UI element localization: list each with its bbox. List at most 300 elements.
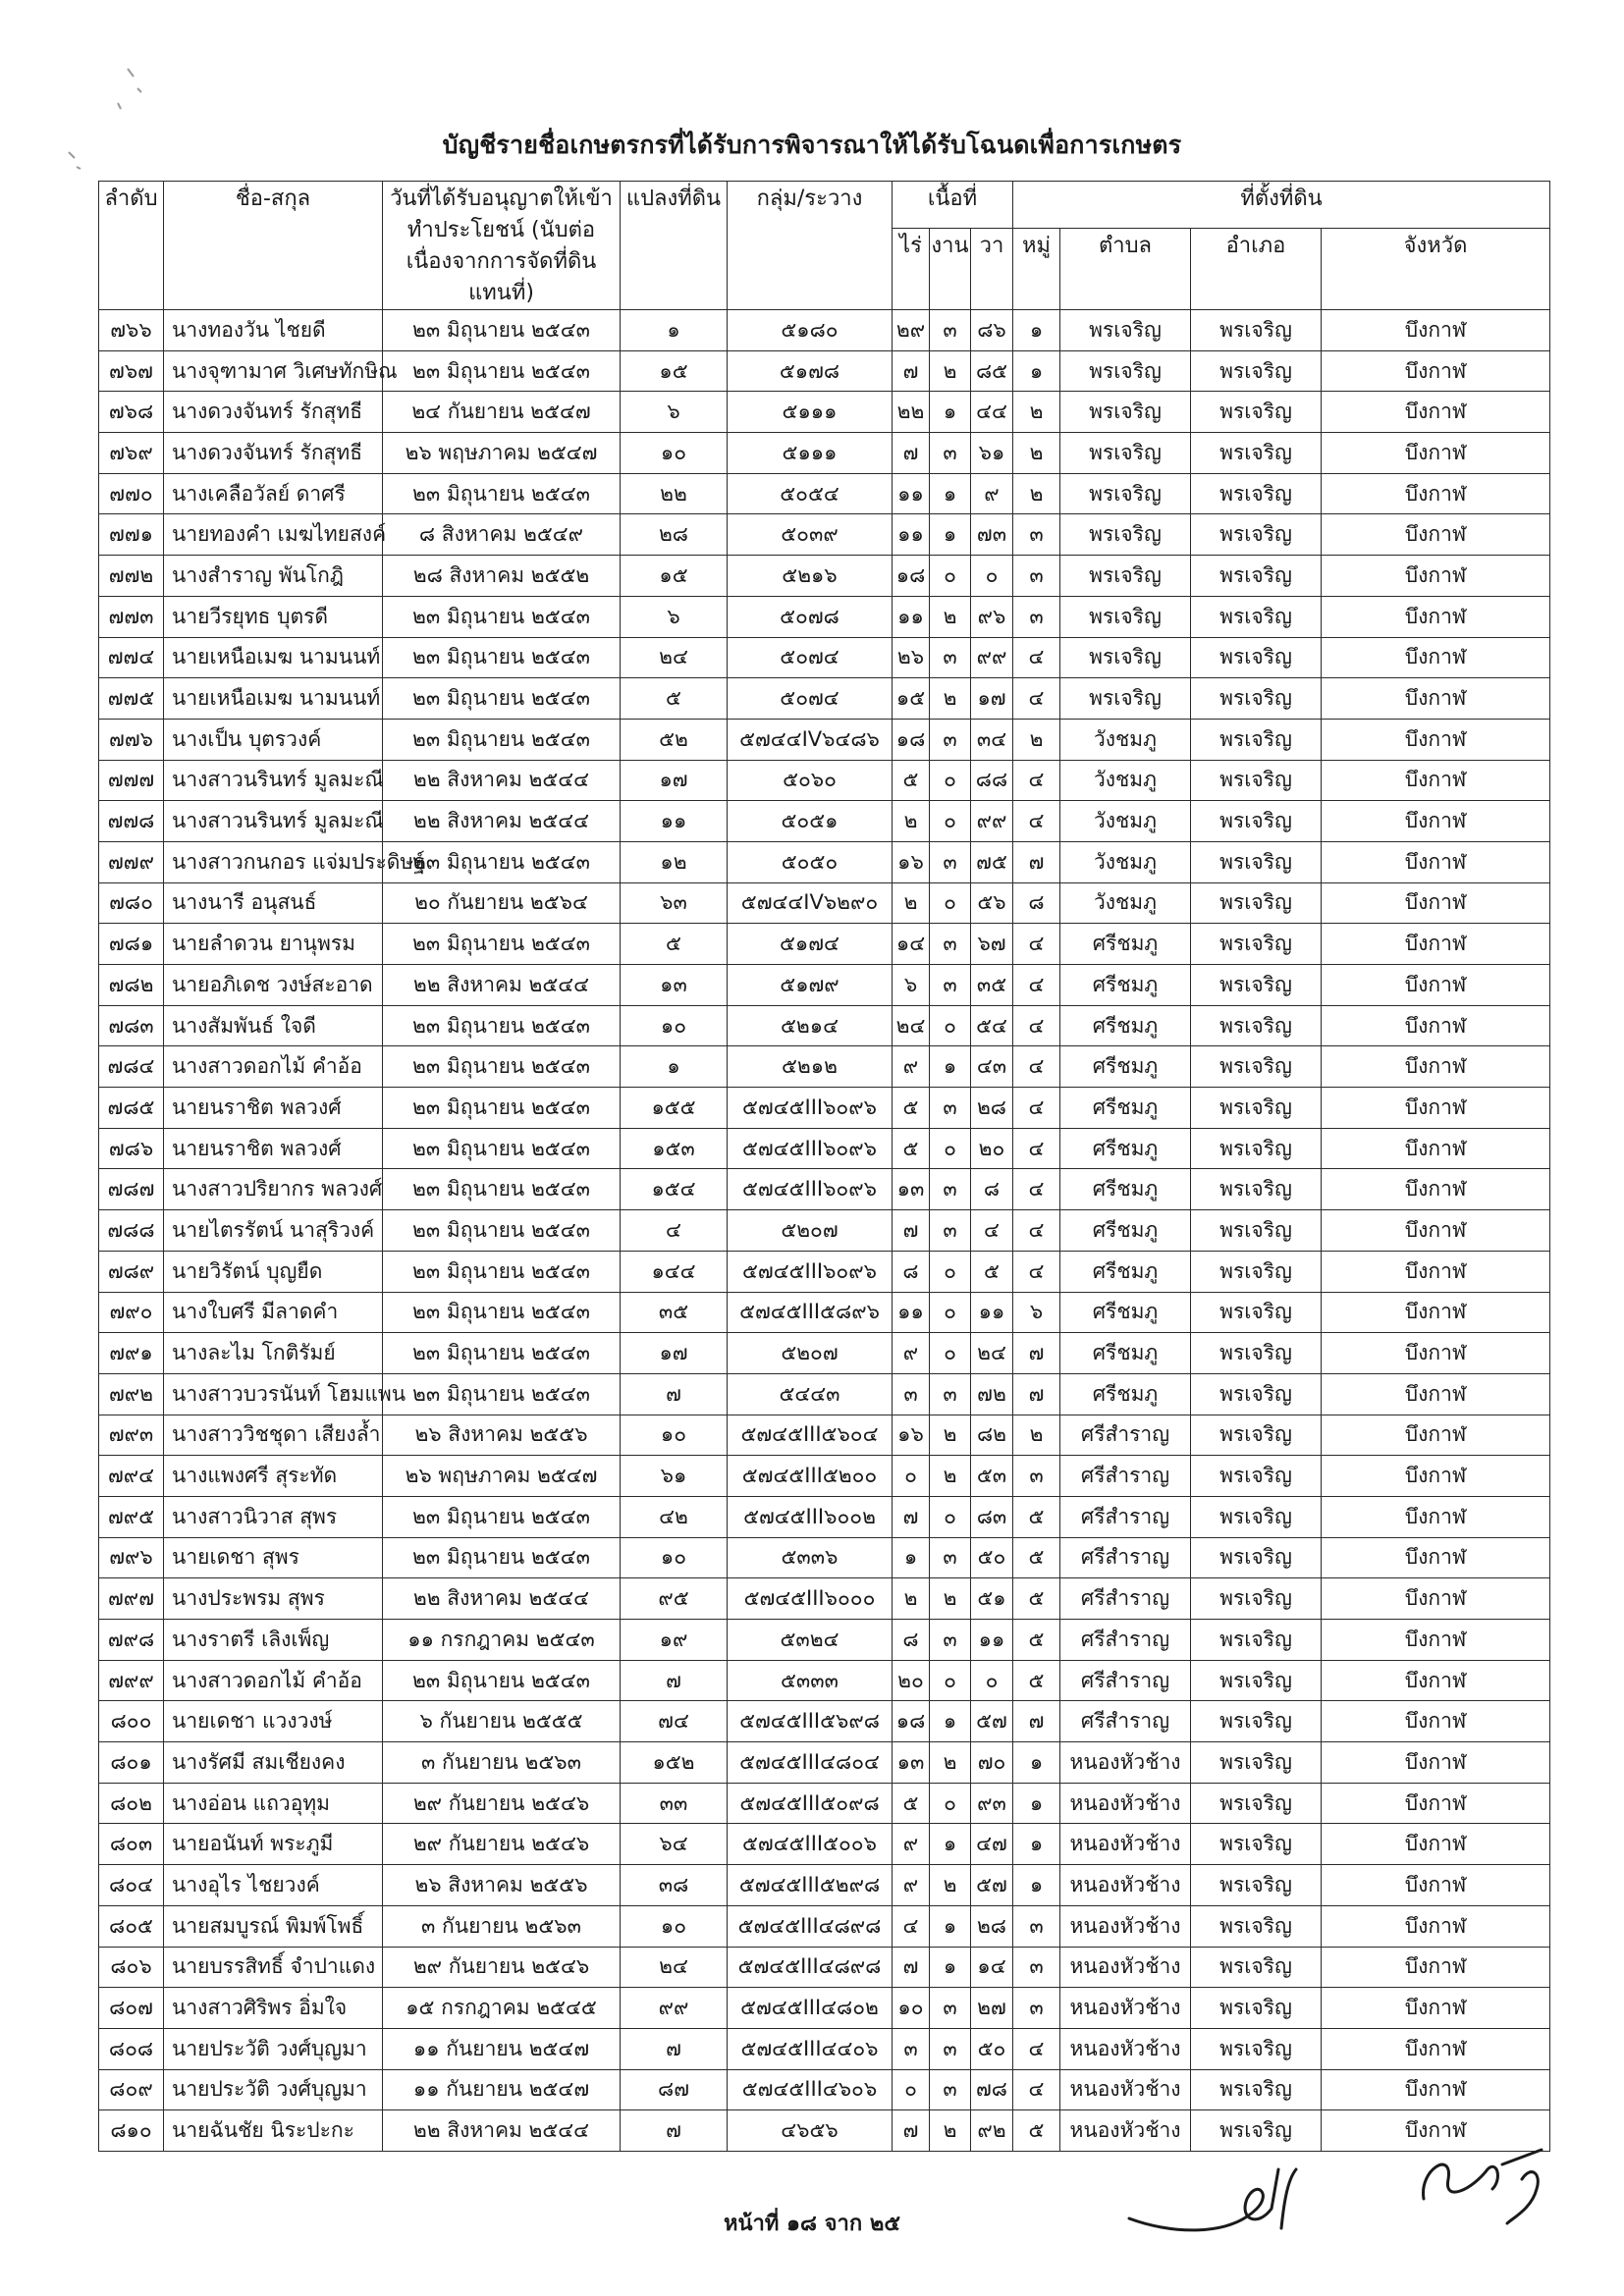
province-cell: บึงกาฬ [1322, 310, 1550, 351]
plot-cell: ๑๐ [621, 1005, 728, 1046]
plot-cell: ๑๐ [621, 1537, 728, 1578]
date-cell: ๒๔ กันยายน ๒๕๔๗ [383, 392, 621, 433]
group-cell: ๕๒๐๗ [728, 1210, 893, 1252]
province-cell: บึงกาฬ [1322, 1905, 1550, 1947]
tambon-cell: ศรีชมภู [1060, 1088, 1191, 1129]
plot-cell: ๗ [621, 1373, 728, 1415]
province-cell: บึงกาฬ [1322, 1620, 1550, 1661]
province-cell: บึงกาฬ [1322, 1088, 1550, 1129]
amphoe-cell: พรเจริญ [1191, 1496, 1322, 1537]
seq-cell: ๗๙๙ [99, 1660, 164, 1701]
header-area: เนื้อที่ [893, 182, 1013, 229]
header-area-ngan: งาน [930, 229, 971, 310]
group-cell: ๕๑๑๑ [728, 433, 893, 474]
province-cell: บึงกาฬ [1322, 1660, 1550, 1701]
ngan-cell: ๐ [930, 882, 971, 924]
wa-cell: ๕๑ [971, 1578, 1013, 1620]
wa-cell: ๙๒ [971, 2110, 1013, 2152]
seq-cell: ๗๗๖ [99, 719, 164, 760]
table-row [99, 882, 1550, 924]
tambon-cell: วังชมภู [1060, 801, 1191, 842]
amphoe-cell: พรเจริญ [1191, 760, 1322, 801]
table-row [99, 514, 1550, 556]
moo-cell: ๓ [1013, 514, 1060, 556]
wa-cell: ๘๕ [971, 350, 1013, 392]
plot-cell: ๑๕๓ [621, 1128, 728, 1169]
ngan-cell: ๓ [930, 1169, 971, 1210]
name-cell: นางอุไร ไชยวงค์ [164, 1865, 383, 1906]
table-row [99, 1660, 1550, 1701]
scan-mark [49, 59, 157, 177]
date-cell: ๒๓ มิถุนายน ๒๕๔๓ [383, 1292, 621, 1333]
date-cell: ๒๓ มิถุนายน ๒๕๔๓ [383, 1046, 621, 1088]
seq-cell: ๗๙๘ [99, 1620, 164, 1661]
moo-cell: ๒ [1013, 719, 1060, 760]
date-cell: ๒๒ สิงหาคม ๒๕๔๔ [383, 2110, 621, 2152]
wa-cell: ๒๗ [971, 1988, 1013, 2029]
province-cell: บึงกาฬ [1322, 1783, 1550, 1824]
name-cell: นางสาวกนกอร แจ่มประดิษฐ์ [164, 841, 383, 882]
table-row [99, 1824, 1550, 1865]
date-cell: ๒๖ สิงหาคม ๒๕๕๖ [383, 1865, 621, 1906]
seq-cell: ๘๐๐ [99, 1701, 164, 1742]
date-cell: ๖ กันยายน ๒๕๕๕ [383, 1701, 621, 1742]
rai-cell: ๙ [893, 1824, 930, 1865]
wa-cell: ๕ [971, 1251, 1013, 1292]
table-row [99, 473, 1550, 514]
moo-cell: ๑ [1013, 1824, 1060, 1865]
group-cell: ๕๗๔๔IV๖๔๘๖ [728, 719, 893, 760]
seq-cell: ๘๐๔ [99, 1865, 164, 1906]
amphoe-cell: พรเจริญ [1191, 473, 1322, 514]
ngan-cell: ๓ [930, 965, 971, 1006]
header-plot: แปลงที่ดิน [621, 182, 728, 310]
page-number: หน้าที่ ๑๘ จาก ๒๕ [723, 2212, 901, 2236]
amphoe-cell: พรเจริญ [1191, 2110, 1322, 2152]
group-cell: ๕๗๔๕III๕๘๙๖ [728, 1292, 893, 1333]
group-cell: ๕๑๑๑ [728, 392, 893, 433]
moo-cell: ๕ [1013, 1537, 1060, 1578]
province-cell: บึงกาฬ [1322, 1333, 1550, 1374]
plot-cell: ๘๗ [621, 2069, 728, 2110]
plot-cell: ๑๕๕ [621, 1088, 728, 1129]
name-cell: นางรัศมี สมเชียงคง [164, 1742, 383, 1784]
province-cell: บึงกาฬ [1322, 1005, 1550, 1046]
rai-cell: ๙ [893, 1046, 930, 1088]
province-cell: บึงกาฬ [1322, 2110, 1550, 2152]
province-cell: บึงกาฬ [1322, 678, 1550, 720]
name-cell: นางดวงจันทร์ รักสุทธี [164, 392, 383, 433]
table-row [99, 1046, 1550, 1088]
name-cell: นายเหนือเมฆ นามนนท์ [164, 678, 383, 720]
table-row [99, 1415, 1550, 1456]
province-cell: บึงกาฬ [1322, 637, 1550, 678]
seq-cell: ๗๗๙ [99, 841, 164, 882]
amphoe-cell: พรเจริญ [1191, 1005, 1322, 1046]
group-cell: ๕๗๔๕III๕๖๐๔ [728, 1415, 893, 1456]
date-cell: ๒๓ มิถุนายน ๒๕๔๓ [383, 1169, 621, 1210]
table-row [99, 1088, 1550, 1129]
plot-cell: ๓๘ [621, 1865, 728, 1906]
rai-cell: ๒๙ [893, 310, 930, 351]
seq-cell: ๗๗๒ [99, 556, 164, 597]
tambon-cell: ศรีชมภู [1060, 1169, 1191, 1210]
rai-cell: ๒๒ [893, 392, 930, 433]
province-cell: บึงกาฬ [1322, 801, 1550, 842]
name-cell: นางสาวนรินทร์ มูลมะณี [164, 801, 383, 842]
plot-cell: ๕ [621, 924, 728, 965]
province-cell: บึงกาฬ [1322, 1701, 1550, 1742]
rai-cell: ๗ [893, 1947, 930, 1988]
date-cell: ๒๒ สิงหาคม ๒๕๔๔ [383, 1578, 621, 1620]
tambon-cell: วังชมภู [1060, 841, 1191, 882]
province-cell: บึงกาฬ [1322, 1373, 1550, 1415]
moo-cell: ๔ [1013, 1210, 1060, 1252]
rai-cell: ๒๖ [893, 637, 930, 678]
moo-cell: ๗ [1013, 1373, 1060, 1415]
table-row [99, 1578, 1550, 1620]
page-title: บัญชีรายชื่อเกษตรกรที่ได้รับการพิจารณาให้ได้รับโฉนดเพื่อการเกษตร [442, 131, 1182, 159]
ngan-cell: ๓ [930, 1373, 971, 1415]
ngan-cell: ๒ [930, 350, 971, 392]
group-cell: ๕๒๑๒ [728, 1046, 893, 1088]
group-cell: ๕๐๗๔ [728, 678, 893, 720]
table-row [99, 1005, 1550, 1046]
name-cell: นางจุฑามาศ วิเศษทักษิณ [164, 350, 383, 392]
moo-cell: ๓ [1013, 1988, 1060, 2029]
seq-cell: ๗๘๙ [99, 1251, 164, 1292]
ngan-cell: ๒ [930, 678, 971, 720]
ngan-cell: ๒ [930, 1742, 971, 1784]
header-amphoe: อำเภอ [1191, 229, 1322, 310]
ngan-cell: ๓ [930, 1088, 971, 1129]
date-cell: ๒๓ มิถุนายน ๒๕๔๓ [383, 1088, 621, 1129]
province-cell: บึงกาฬ [1322, 760, 1550, 801]
plot-cell: ๑๐ [621, 433, 728, 474]
date-cell: ๑๑ กรกฎาคม ๒๕๔๓ [383, 1620, 621, 1661]
header-group: กลุ่ม/ระวาง [728, 182, 893, 310]
date-cell: ๑๑ กันยายน ๒๕๔๗ [383, 2069, 621, 2110]
table-row [99, 1251, 1550, 1292]
group-cell: ๕๓๓๖ [728, 1537, 893, 1578]
ngan-cell: ๐ [930, 801, 971, 842]
seq-cell: ๗๙๑ [99, 1333, 164, 1374]
header-seq: ลำดับ [99, 182, 164, 310]
rai-cell: ๑๔ [893, 924, 930, 965]
ngan-cell: ๓ [930, 2069, 971, 2110]
seq-cell: ๗๘๑ [99, 924, 164, 965]
date-cell: ๒๓ มิถุนายน ๒๕๔๓ [383, 719, 621, 760]
group-cell: ๕๗๔๕III๕๒๐๐ [728, 1456, 893, 1497]
name-cell: นายบรรสิทธิ์ จำปาแดง [164, 1947, 383, 1988]
province-cell: บึงกาฬ [1322, 924, 1550, 965]
amphoe-cell: พรเจริญ [1191, 1169, 1322, 1210]
seq-cell: ๗๗๑ [99, 514, 164, 556]
tambon-cell: ศรีชมภู [1060, 1333, 1191, 1374]
plot-cell: ๑๕ [621, 556, 728, 597]
wa-cell: ๕๗ [971, 1701, 1013, 1742]
date-cell: ๑๕ กรกฎาคม ๒๕๔๕ [383, 1988, 621, 2029]
seq-cell: ๗๗๓ [99, 596, 164, 637]
plot-cell: ๕ [621, 678, 728, 720]
moo-cell: ๕ [1013, 1578, 1060, 1620]
date-cell: ๒๓ มิถุนายน ๒๕๔๓ [383, 1660, 621, 1701]
moo-cell: ๒ [1013, 433, 1060, 474]
name-cell: นางราตรี เลิงเพ็ญ [164, 1620, 383, 1661]
group-cell: ๕๗๔๕III๔๘๙๘ [728, 1947, 893, 1988]
ngan-cell: ๐ [930, 760, 971, 801]
rai-cell: ๕ [893, 1128, 930, 1169]
wa-cell: ๔๗ [971, 1824, 1013, 1865]
plot-cell: ๖ [621, 596, 728, 637]
wa-cell: ๕๗ [971, 1865, 1013, 1906]
tambon-cell: ศรีสำราญ [1060, 1620, 1191, 1661]
moo-cell: ๔ [1013, 760, 1060, 801]
wa-cell: ๕๔ [971, 1005, 1013, 1046]
wa-cell: ๒๘ [971, 1905, 1013, 1947]
table-row [99, 310, 1550, 351]
group-cell: ๕๑๘๐ [728, 310, 893, 351]
moo-cell: ๔ [1013, 801, 1060, 842]
moo-cell: ๕ [1013, 1496, 1060, 1537]
name-cell: นางสาวนิวาส สุพร [164, 1496, 383, 1537]
tambon-cell: ศรีชมภู [1060, 1292, 1191, 1333]
seq-cell: ๗๙๒ [99, 1373, 164, 1415]
ngan-cell: ๑ [930, 1947, 971, 1988]
seq-cell: ๘๐๒ [99, 1783, 164, 1824]
moo-cell: ๔ [1013, 924, 1060, 965]
date-cell: ๒๓ มิถุนายน ๒๕๔๓ [383, 1128, 621, 1169]
date-cell: ๓ กันยายน ๒๕๖๓ [383, 1905, 621, 1947]
tambon-cell: วังชมภู [1060, 882, 1191, 924]
rai-cell: ๒ [893, 1578, 930, 1620]
group-cell: ๕๗๔๕III๔๘๙๘ [728, 1905, 893, 1947]
table-row [99, 801, 1550, 842]
plot-cell: ๑๗ [621, 760, 728, 801]
moo-cell: ๕ [1013, 1620, 1060, 1661]
rai-cell: ๑๘ [893, 719, 930, 760]
group-cell: ๕๗๔๕III๕๒๙๘ [728, 1865, 893, 1906]
tambon-cell: พรเจริญ [1060, 514, 1191, 556]
moo-cell: ๒ [1013, 1415, 1060, 1456]
wa-cell: ๑๗ [971, 678, 1013, 720]
name-cell: นายอภิเดช วงษ์สะอาด [164, 965, 383, 1006]
plot-cell: ๑๓ [621, 965, 728, 1006]
plot-cell: ๑๕๒ [621, 1742, 728, 1784]
seq-cell: ๗๙๐ [99, 1292, 164, 1333]
rai-cell: ๑๘ [893, 556, 930, 597]
group-cell: ๕๗๔๕III๔๖๐๖ [728, 2069, 893, 2110]
rai-cell: ๗ [893, 1496, 930, 1537]
wa-cell: ๘๒ [971, 1415, 1013, 1456]
province-cell: บึงกาฬ [1322, 1210, 1550, 1252]
ngan-cell: ๐ [930, 1005, 971, 1046]
name-cell: นางนารี อนุสนธ์ [164, 882, 383, 924]
rai-cell: ๘ [893, 1620, 930, 1661]
plot-cell: ๖๑ [621, 1456, 728, 1497]
rai-cell: ๖ [893, 965, 930, 1006]
amphoe-cell: พรเจริญ [1191, 882, 1322, 924]
wa-cell: ๖๑ [971, 433, 1013, 474]
tambon-cell: ศรีชมภู [1060, 1373, 1191, 1415]
group-cell: ๕๑๗๘ [728, 350, 893, 392]
amphoe-cell: พรเจริญ [1191, 1988, 1322, 2029]
ngan-cell: ๐ [930, 1251, 971, 1292]
name-cell: นายประวัติ วงศ์บุญมา [164, 2069, 383, 2110]
tambon-cell: ศรีชมภู [1060, 1128, 1191, 1169]
name-cell: นายวีรยุทธ บุตรดี [164, 596, 383, 637]
rai-cell: ๑๑ [893, 473, 930, 514]
rai-cell: ๑๐ [893, 1988, 930, 2029]
header-name: ชื่อ-สกุล [164, 182, 383, 310]
ngan-cell: ๓ [930, 433, 971, 474]
plot-cell: ๑๕ [621, 350, 728, 392]
tambon-cell: หนองหัวช้าง [1060, 1905, 1191, 1947]
moo-cell: ๔ [1013, 1169, 1060, 1210]
table-row [99, 556, 1550, 597]
ngan-cell: ๓ [930, 637, 971, 678]
rai-cell: ๔ [893, 1905, 930, 1947]
name-cell: นางสาวนรินทร์ มูลมะณี [164, 760, 383, 801]
date-cell: ๒๓ มิถุนายน ๒๕๔๓ [383, 350, 621, 392]
header-tambon: ตำบล [1060, 229, 1191, 310]
rai-cell: ๐ [893, 2069, 930, 2110]
moo-cell: ๒ [1013, 392, 1060, 433]
name-cell: นางสาววิชชุดา เสียงล้ำ [164, 1415, 383, 1456]
province-cell: บึงกาฬ [1322, 841, 1550, 882]
moo-cell: ๔ [1013, 1128, 1060, 1169]
ngan-cell: ๓ [930, 1620, 971, 1661]
table-row [99, 1169, 1550, 1210]
tambon-cell: หนองหัวช้าง [1060, 1824, 1191, 1865]
group-cell: ๕๐๖๐ [728, 760, 893, 801]
rai-cell: ๑๓ [893, 1169, 930, 1210]
name-cell: นายเดชา สุพร [164, 1537, 383, 1578]
name-cell: นางสำราญ พันโกฎิ [164, 556, 383, 597]
date-cell: ๒๒ สิงหาคม ๒๕๔๔ [383, 801, 621, 842]
rai-cell: ๗ [893, 2110, 930, 2152]
group-cell: ๕๗๔๕III๖๐๐๒ [728, 1496, 893, 1537]
tambon-cell: พรเจริญ [1060, 637, 1191, 678]
wa-cell: ๙๙ [971, 637, 1013, 678]
plot-cell: ๑๒ [621, 841, 728, 882]
rai-cell: ๓ [893, 1373, 930, 1415]
province-cell: บึงกาฬ [1322, 596, 1550, 637]
province-cell: บึงกาฬ [1322, 965, 1550, 1006]
plot-cell: ๑๔๔ [621, 1251, 728, 1292]
seq-cell: ๗๗๔ [99, 637, 164, 678]
seq-cell: ๗๖๘ [99, 392, 164, 433]
table-row [99, 841, 1550, 882]
seq-cell: ๘๐๘ [99, 2028, 164, 2069]
date-cell: ๒๓ มิถุนายน ๒๕๔๓ [383, 1373, 621, 1415]
amphoe-cell: พรเจริญ [1191, 1333, 1322, 1374]
wa-cell: ๕๐ [971, 1537, 1013, 1578]
rai-cell: ๗ [893, 350, 930, 392]
ngan-cell: ๐ [930, 1783, 971, 1824]
plot-cell: ๒๒ [621, 473, 728, 514]
rai-cell: ๑๑ [893, 514, 930, 556]
tambon-cell: ศรีชมภู [1060, 1210, 1191, 1252]
seq-cell: ๘๑๐ [99, 2110, 164, 2152]
table-row [99, 678, 1550, 720]
province-cell: บึงกาฬ [1322, 1456, 1550, 1497]
rai-cell: ๑๑ [893, 596, 930, 637]
tambon-cell: หนองหัวช้าง [1060, 1988, 1191, 2029]
wa-cell: ๒๐ [971, 1128, 1013, 1169]
province-cell: บึงกาฬ [1322, 1988, 1550, 2029]
name-cell: นายประวัติ วงศ์บุญมา [164, 2028, 383, 2069]
wa-cell: ๗๓ [971, 514, 1013, 556]
moo-cell: ๖ [1013, 1292, 1060, 1333]
province-cell: บึงกาฬ [1322, 1169, 1550, 1210]
wa-cell: ๙๙ [971, 801, 1013, 842]
table-row [99, 1905, 1550, 1947]
date-cell: ๒๓ มิถุนายน ๒๕๔๓ [383, 473, 621, 514]
province-cell: บึงกาฬ [1322, 514, 1550, 556]
wa-cell: ๗๘ [971, 2069, 1013, 2110]
moo-cell: ๑ [1013, 1865, 1060, 1906]
table-row [99, 2028, 1550, 2069]
ngan-cell: ๑ [930, 514, 971, 556]
province-cell: บึงกาฬ [1322, 1046, 1550, 1088]
province-cell: บึงกาฬ [1322, 392, 1550, 433]
wa-cell: ๙๖ [971, 596, 1013, 637]
moo-cell: ๑ [1013, 1783, 1060, 1824]
name-cell: นางละไม โกติรัมย์ [164, 1333, 383, 1374]
rai-cell: ๕ [893, 1088, 930, 1129]
wa-cell: ๐ [971, 556, 1013, 597]
plot-cell: ๗ [621, 2110, 728, 2152]
date-cell: ๒๓ มิถุนายน ๒๕๔๓ [383, 1210, 621, 1252]
wa-cell: ๘๓ [971, 1496, 1013, 1537]
tambon-cell: หนองหัวช้าง [1060, 1783, 1191, 1824]
table-row [99, 965, 1550, 1006]
tambon-cell: ศรีสำราญ [1060, 1660, 1191, 1701]
plot-cell: ๕๒ [621, 719, 728, 760]
tambon-cell: ศรีสำราญ [1060, 1701, 1191, 1742]
rai-cell: ๑๕ [893, 678, 930, 720]
province-cell: บึงกาฬ [1322, 1824, 1550, 1865]
seq-cell: ๘๐๙ [99, 2069, 164, 2110]
table-row [99, 1333, 1550, 1374]
ngan-cell: ๓ [930, 924, 971, 965]
ngan-cell: ๒ [930, 1865, 971, 1906]
ngan-cell: ๒ [930, 1456, 971, 1497]
moo-cell: ๔ [1013, 1251, 1060, 1292]
plot-cell: ๖๓ [621, 882, 728, 924]
table-row [99, 1865, 1550, 1906]
seq-cell: ๗๙๕ [99, 1496, 164, 1537]
moo-cell: ๑ [1013, 1742, 1060, 1784]
amphoe-cell: พรเจริญ [1191, 924, 1322, 965]
wa-cell: ๒๘ [971, 1088, 1013, 1129]
table-row [99, 1783, 1550, 1824]
tambon-cell: พรเจริญ [1060, 310, 1191, 351]
ngan-cell: ๓ [930, 1210, 971, 1252]
name-cell: นางเคลือวัลย์ ดาศรี [164, 473, 383, 514]
date-cell: ๒๓ มิถุนายน ๒๕๔๓ [383, 596, 621, 637]
moo-cell: ๔ [1013, 2028, 1060, 2069]
ngan-cell: ๑ [930, 1046, 971, 1088]
name-cell: นายทองคำ เมฆไทยสงค์ [164, 514, 383, 556]
amphoe-cell: พรเจริญ [1191, 2028, 1322, 2069]
rai-cell: ๗ [893, 1210, 930, 1252]
moo-cell: ๘ [1013, 882, 1060, 924]
seq-cell: ๗๖๗ [99, 350, 164, 392]
ngan-cell: ๓ [930, 719, 971, 760]
ngan-cell: ๐ [930, 1660, 971, 1701]
